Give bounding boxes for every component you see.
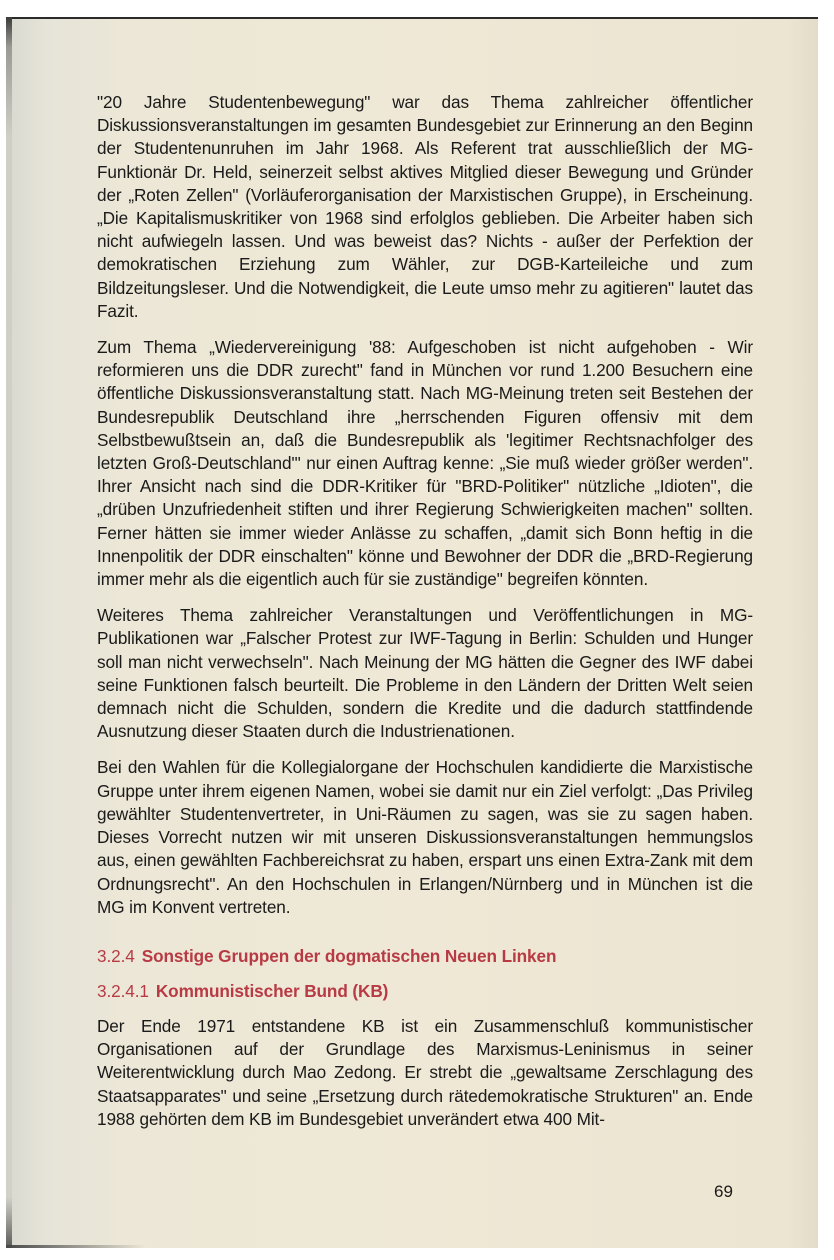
section-heading [97,945,753,968]
paragraph-kommunistischer-bund: Der Ende 1971 entstandene KB ist ein Zusammenschluß kommunistischer Organisationen auf der Grundlage des Marxismus-Leninismus in seiner Weiterentwicklung durch Mao Zedong. Er strebt die „gewaltsame Zerschlagung des Staatsapparates" und seine „Ersetzung durch rätedemokratische Strukturen" an. Ende 1988 gehörten dem KB im Bundesgebiet unverändert etwa 400 Mit- [97,1015,753,1129]
paragraph-wiedervereinigung: Zum Thema „Wiedervereinigung '88: Aufgeschoben ist nicht aufgehoben - Wir reformieren uns die DDR zurecht" fand in München vor rund 1.200 Besuchern eine öffentliche Diskussionsveranstaltung statt. Nach MG-Meinung treten seit Bestehen der Bundesrepublik Deutschland ihre „herrschenden Figuren offensiv mit dem Selbstbewußtsein an, daß die Bundesrepublik als 'legitimer Rechtsnachfolger des letzten Groß-Deutschland'" nur einen Auftrag kenne: „Sie muß wieder größer werden". Ihrer Ansicht nach sind die DDR-Kritiker für "BRD-Politiker" nützliche „Idioten", die „drüben Unzufriedenheit stiften und ihrer Regierung Schwierigkeiten machen" sollten. Ferner hätten sie immer wieder Anlässe zu schaffen, „damit sich Bonn heftig in die Innenpolitik der DDR einschalten" könne und Bewohner der DDR die „BRD-Regierung immer mehr als die eigentlich auch für sie zuständige" begreifen könnten. [97,337,753,590]
section-number: 3.2.4 [97,945,135,966]
body-text [97,91,753,1144]
subsection-title: Kommunistischer Bund (KB) [155,980,389,1001]
paragraph-studentenbewegung: "20 Jahre Studentenbewegung" war das Thema zahlreicher öffentlicher Diskussionsveranstaltungen im gesamten Bundesgebiet zur Erinnerung an den Beginn der Studentenunruhen im Jahr 1968. Als Referent trat ausschließlich der MG-Funktionär Dr. Held, seinerzeit selbst aktives Mitglied dieser Bewegung und Gründer der „Roten Zellen" (Vorläuferorganisation der Marxistischen Gruppe), in Erscheinung. „Die Kapitalismuskritiker von 1968 sind erfolglos geblieben. Die Arbeiter haben sich nicht aufwiegeln lassen. Und was beweist das? Nichts - außer der Perfektion der demokratischen Erziehung zum Wähler, zur DGB-Karteileiche und zum Bildzeitungsleser. Und die Notwendigkeit, die Leute umso mehr zu agitieren" lautet das Fazit. [97,92,753,321]
scanned-page [6,17,818,1248]
section-title: Sonstige Gruppen der dogmatischen Neuen Linken [141,945,557,966]
paragraph-hochschulwahlen: Bei den Wahlen für die Kollegialorgane der Hochschulen kandidierte die Marxistische Gruppe unter ihrem eigenen Namen, wobei sie damit nur ein Ziel verfolgt: „Das Privileg gewählter Studentenvertreter, in Uni-Räumen zu sagen, was sie zu sagen haben. Dieses Vorrecht nutzen wir mit unseren Diskussionsveranstaltungen hemmungslos aus, einen gewählten Fachbereichsrat zu haben, erspart uns einen Extra-Zank mit dem Ordnungsrecht". An den Hochschulen in Erlangen/Nürnberg und in München ist die MG im Konvent vertreten. [97,757,753,917]
subsection-number: 3.2.4.1 [97,980,149,1001]
paragraph-iwf-tagung: Weiteres Thema zahlreicher Veranstaltungen und Veröffentlichungen in MG-Publikationen war „Falscher Protest zur IWF-Tagung in Berlin: Schulden und Hunger soll man nicht verwechseln". Nach Meinung der MG hätten die Gegner des IWF dabei seine Funktionen falsch beurteilt. Die Probleme in den Ländern der Dritten Welt seien demnach nicht die Schulden, sondern die Kredite und die dadurch stattfindende Ausnutzung dieser Staaten durch die Industrienationen. [97,605,753,742]
page-number: 69 [714,1182,733,1201]
subsection-heading [97,980,753,1003]
